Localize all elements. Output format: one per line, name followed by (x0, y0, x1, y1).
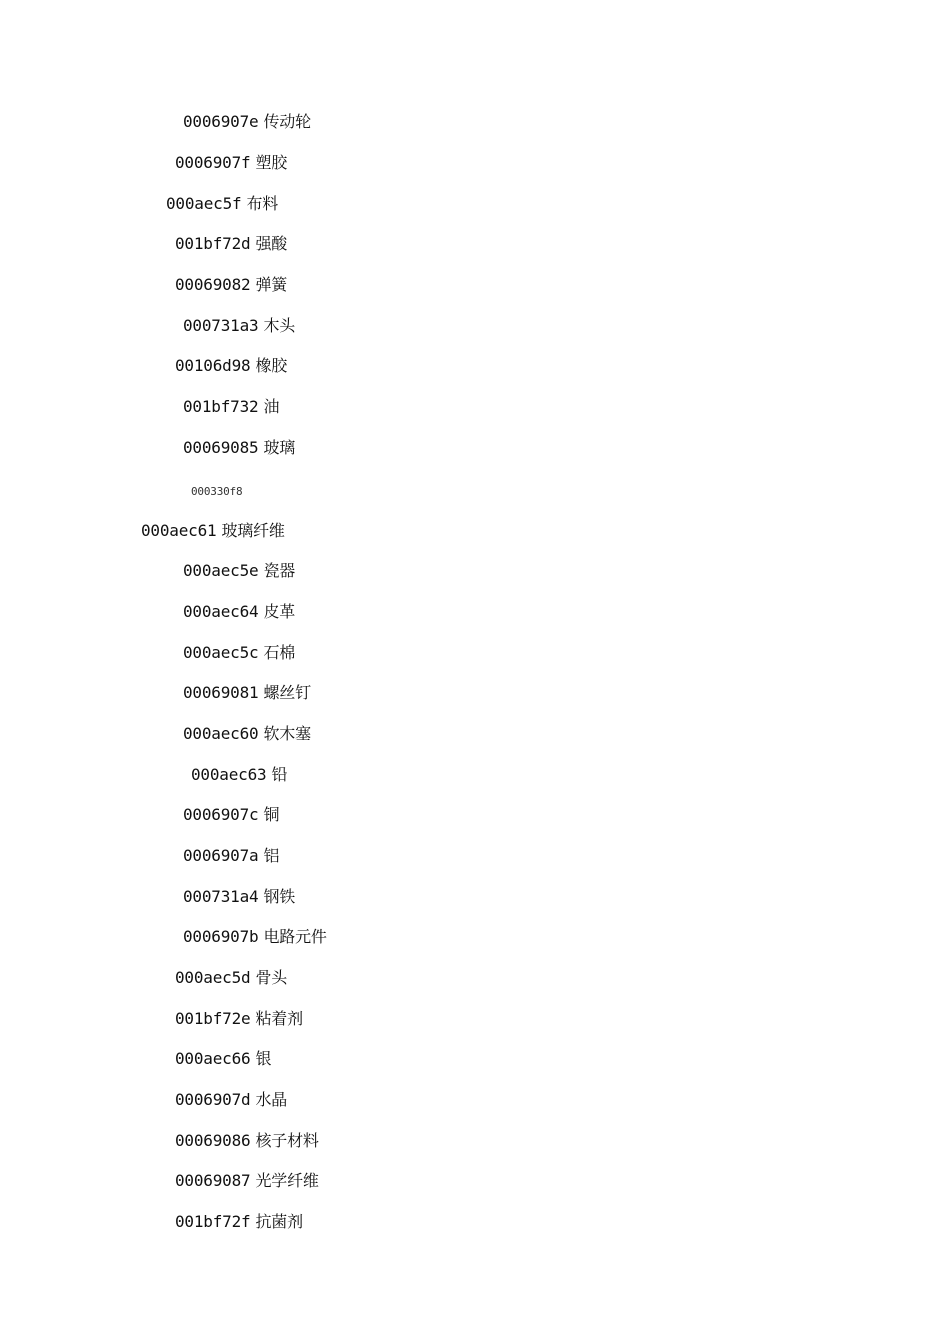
list-item (183, 112, 311, 132)
list-item (183, 316, 295, 336)
item-code: 000aec63 (191, 765, 267, 784)
item-code: 0006907f (175, 153, 251, 172)
list-item (166, 194, 278, 214)
item-name: 软木塞 (263, 724, 311, 743)
item-name: 传动轮 (263, 112, 311, 131)
item-name: 布料 (246, 194, 279, 213)
item-code: 0006907b (183, 927, 259, 946)
item-code: 0006907c (183, 805, 259, 824)
item-name: 塑胶 (255, 153, 288, 172)
item-name: 骨头 (255, 968, 288, 987)
item-code: 00069082 (175, 275, 251, 294)
item-name: 铝 (263, 846, 280, 865)
list-item (183, 643, 295, 663)
item-code: 00069086 (175, 1131, 251, 1150)
item-name: 铜 (263, 805, 280, 824)
list-item (183, 438, 295, 458)
item-code: 001bf732 (183, 397, 259, 416)
list-item (141, 521, 285, 541)
item-code: 000aec5d (175, 968, 251, 987)
list-item (175, 968, 287, 988)
list-item (175, 275, 287, 295)
item-name: 核子材料 (255, 1131, 319, 1150)
item-code: 00106d98 (175, 356, 251, 375)
list-item (183, 846, 279, 866)
item-name: 铅 (271, 765, 288, 784)
list-item (175, 234, 287, 254)
item-name: 光学纤维 (255, 1171, 319, 1190)
item-code: 001bf72e (175, 1009, 251, 1028)
item-code: 000aec61 (141, 521, 217, 540)
item-name: 强酸 (255, 234, 288, 253)
item-code: 001bf72d (175, 234, 251, 253)
item-code: 000aec64 (183, 602, 259, 621)
item-name: 木头 (263, 316, 296, 335)
item-name: 电路元件 (263, 927, 327, 946)
item-name: 螺丝钉 (263, 683, 311, 702)
list-item (175, 1131, 319, 1151)
list-item (175, 1212, 303, 1232)
item-name: 弹簧 (255, 275, 288, 294)
item-code: 00069085 (183, 438, 259, 457)
item-code: 0006907d (175, 1090, 251, 1109)
item-name: 瓷器 (263, 561, 296, 580)
item-code: 000731a3 (183, 316, 259, 335)
list-item (183, 683, 311, 703)
list-item (191, 485, 247, 499)
list-item (183, 805, 279, 825)
list-item (175, 1049, 271, 1069)
item-name: 油 (263, 397, 280, 416)
item-name: 银 (255, 1049, 272, 1068)
list-item (175, 153, 287, 173)
item-code: 000aec60 (183, 724, 259, 743)
item-code: 00069081 (183, 683, 259, 702)
list-item (175, 1009, 303, 1029)
list-item (183, 561, 295, 581)
item-name: 皮革 (263, 602, 296, 621)
list-item (183, 724, 311, 744)
list-item (175, 356, 287, 376)
item-name: 石棉 (263, 643, 296, 662)
item-name: 玻璃 (263, 438, 296, 457)
item-code: 000731a4 (183, 887, 259, 906)
item-name: 玻璃纤维 (221, 521, 285, 540)
item-code: 000aec5f (166, 194, 242, 213)
item-code: 000aec5e (183, 561, 259, 580)
item-code: 000330f8 (191, 485, 243, 498)
item-code: 000aec66 (175, 1049, 251, 1068)
item-name: 橡胶 (255, 356, 288, 375)
item-code: 0006907a (183, 846, 259, 865)
item-code: 000aec5c (183, 643, 259, 662)
item-code: 0006907e (183, 112, 259, 131)
item-name: 水晶 (255, 1090, 288, 1109)
list-item (183, 397, 279, 417)
list-item (175, 1090, 287, 1110)
list-item (183, 927, 327, 947)
item-code: 001bf72f (175, 1212, 251, 1231)
list-item (191, 765, 287, 785)
list-item (175, 1171, 319, 1191)
list-item (183, 602, 295, 622)
item-name: 粘着剂 (255, 1009, 303, 1028)
item-code: 00069087 (175, 1171, 251, 1190)
item-name: 抗菌剂 (255, 1212, 303, 1231)
item-name: 钢铁 (263, 887, 296, 906)
list-item (183, 887, 295, 907)
